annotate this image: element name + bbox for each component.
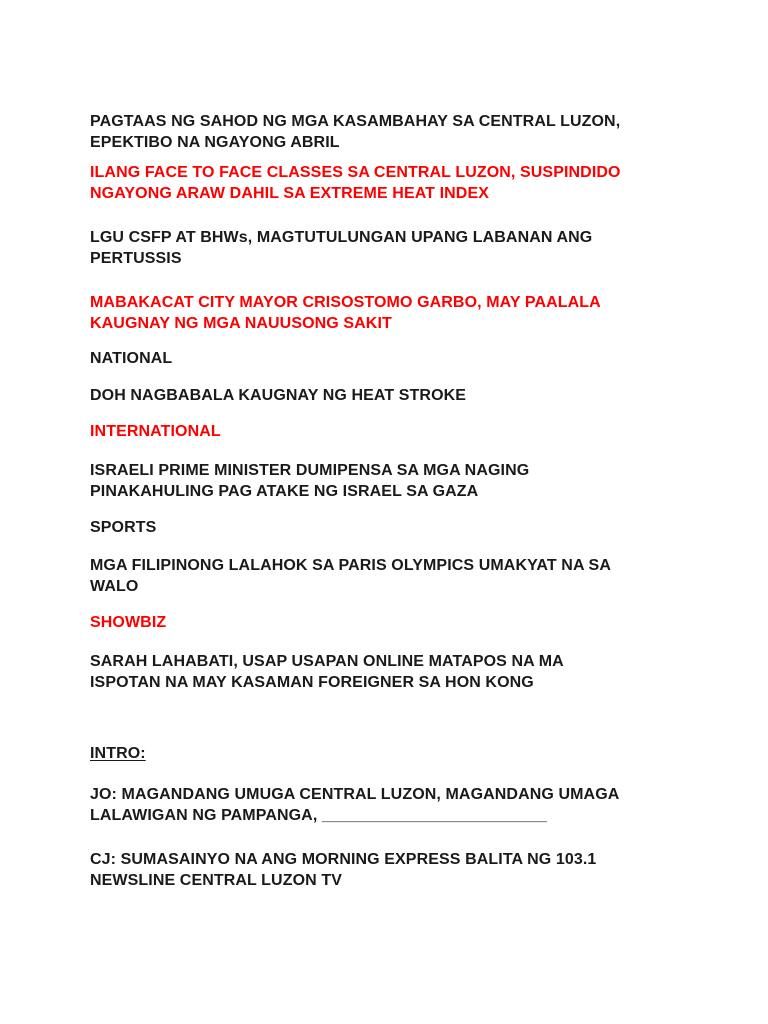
- headline-pertussis: LGU CSFP AT BHWs, MAGTUTULUNGAN UPANG LABANAN ANG PERTUSSIS: [90, 229, 593, 267]
- headline-mabalacat-mayor: MABAKACAT CITY MAYOR CRISOSTOMO GARBO, MAY PAALALA KAUGNAY NG MGA NAUUSONG SAKIT: [90, 294, 601, 332]
- headline-heat-stroke: DOH NAGBABALA KAUGNAY NG HEAT STROKE: [90, 387, 467, 404]
- script-line-cj: CJ: SUMASAINYO NA ANG MORNING EXPRESS BALITA NG 103.1 NEWSLINE CENTRAL LUZON TV: [90, 851, 597, 889]
- section-showbiz: SHOWBIZ: [90, 614, 167, 631]
- headline-kasambahay-wage: PAGTAAS NG SAHOD NG MGA KASAMBAHAY SA CENTRAL LUZON, EPEKTIBO NA NGAYONG ABRIL: [90, 113, 621, 151]
- section-national: NATIONAL: [90, 350, 173, 367]
- headline-paris-olympics: MGA FILIPINONG LALAHOK SA PARIS OLYMPICS UMAKYAT NA SA WALO: [90, 557, 611, 595]
- headline-israel-gaza: ISRAELI PRIME MINISTER DUMIPENSA SA MGA NAGING PINAKAHULING PAG ATAKE NG ISRAEL SA GAZA: [90, 462, 530, 500]
- section-sports: SPORTS: [90, 519, 157, 536]
- intro-heading: INTRO:: [90, 745, 146, 762]
- headline-sarah-lahabati: SARAH LAHABATI, USAP USAPAN ONLINE MATAPOS NA MA ISPOTAN NA MAY KASAMAN FOREIGNER SA HON KONG: [90, 653, 564, 691]
- section-international: INTERNATIONAL: [90, 423, 221, 440]
- script-line-jo: JO: MAGANDANG UMUGA CENTRAL LUZON, MAGANDANG UMAGA LALAWIGAN NG PAMPANGA, _________________________: [90, 786, 620, 824]
- headline-classes-suspended: ILANG FACE TO FACE CLASSES SA CENTRAL LUZON, SUSPINDIDO NGAYONG ARAW DAHIL SA EXTREME HEAT INDEX: [90, 164, 621, 202]
